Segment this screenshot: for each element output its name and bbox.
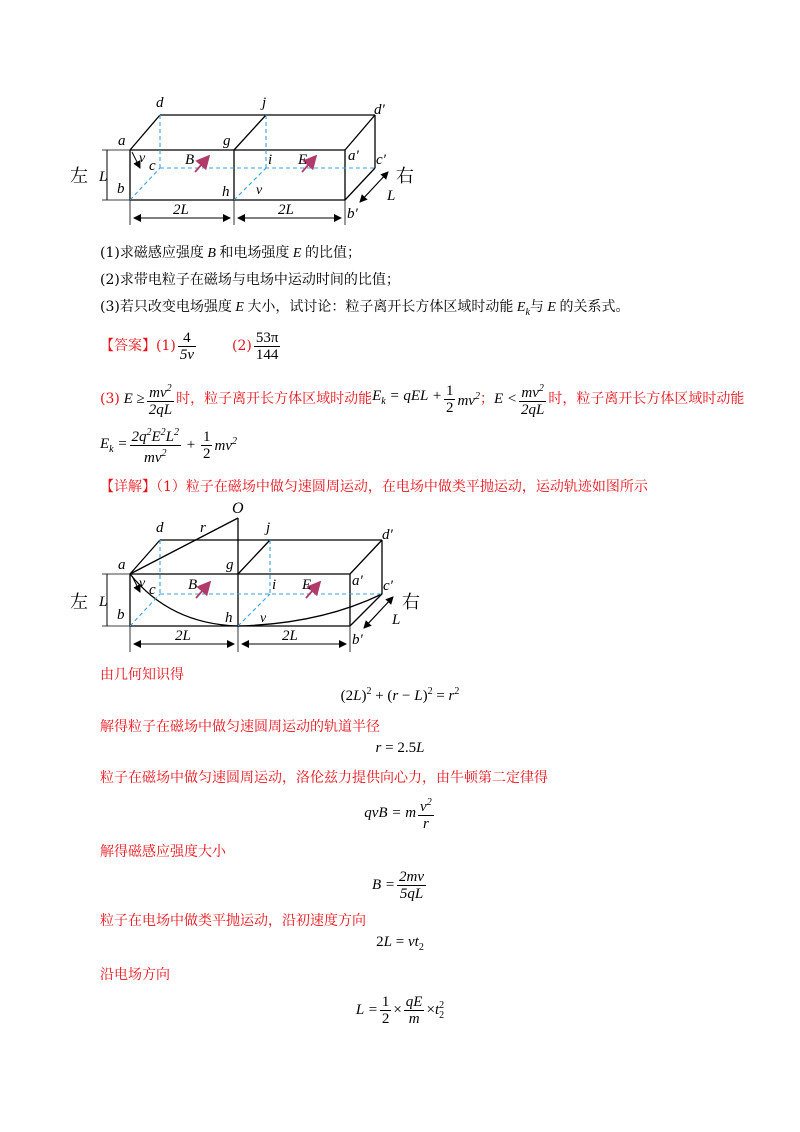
- fig1-label: c′: [376, 152, 386, 168]
- answer-line-1: 【答案】 (1) $\frac{4}{5v}$ (2) $\frac{53\pi}{144}$: [100, 329, 279, 363]
- question-1: (1)求磁感应强度 B 和电场强度 E 的比值；: [100, 245, 361, 261]
- detail-step-2: 解得粒子在磁场中做匀速圆周运动的轨道半径: [100, 719, 380, 735]
- fig2-label: a′: [352, 573, 363, 589]
- fig1-label: L: [387, 188, 396, 204]
- fig1-label: v: [139, 151, 146, 166]
- fig1-label: b′: [347, 206, 358, 222]
- detail-step-6: 沿电场方向: [100, 967, 170, 983]
- fig2-label: j: [266, 520, 271, 536]
- equation-l: L = $\frac{1}{2}$ × $\frac{qE}{m}$ $\times t_2^2$: [355, 993, 445, 1027]
- fig1-label: j: [262, 95, 267, 111]
- fig1-label: b: [117, 181, 125, 197]
- fig1-label: 2L: [173, 202, 189, 218]
- fig1-label: a: [118, 133, 126, 149]
- fig1-label: h: [222, 184, 230, 200]
- detail-step-4: 解得磁感应强度大小: [100, 844, 226, 860]
- equation-b: B = $\frac{2mv}{5qL}$: [371, 868, 425, 902]
- fig2-label: 2L: [282, 628, 298, 644]
- fig1-label: d: [156, 95, 164, 111]
- fig2-label: i: [272, 577, 277, 593]
- equation-lorentz: qvB = m $\frac{v^2}{r}$: [364, 796, 432, 832]
- detail-step-1: 由几何知识得: [100, 667, 184, 683]
- equation-radius: r = 2.5L: [375, 740, 425, 756]
- fig2-label: E: [302, 577, 312, 593]
- fig2-label: B: [188, 577, 198, 593]
- equation-geometry: $(2L)^2 + (r - L)^2 = r^2$: [340, 686, 460, 704]
- fig2-label: b: [117, 607, 125, 623]
- fig2-label: d′: [382, 527, 393, 543]
- fig2-label: d: [156, 520, 164, 536]
- detail-step-5: 粒子在电场中做类平抛运动，沿初速度方向: [100, 913, 366, 929]
- fig2-label: 2L: [175, 628, 191, 644]
- fig2-label: L: [392, 612, 401, 628]
- fig2-label: v: [139, 576, 146, 591]
- question-2: (2)求带电粒子在磁场与电场中运动时间的比值；: [100, 272, 400, 288]
- fig1-label: c: [149, 158, 156, 174]
- fig1-label: E: [298, 152, 308, 168]
- fig2-label: r: [200, 520, 206, 536]
- fig1-label: g: [223, 133, 231, 149]
- fig2-label: h: [225, 610, 233, 626]
- fig1-label: a′: [348, 148, 359, 164]
- answer-line-3: (3) E ≥ $\frac{mv^2}{2qL}$ 时，粒子离开长方体区域时动能 $E_k$ = qEL + $\frac{1}{2}$ $mv^2$ ； E < $\frac{mv^2}{2qL}$ 时，粒子离开长方体区域时动能: [100, 382, 745, 418]
- fig2-label: c: [149, 582, 156, 598]
- fig2-label: L: [99, 594, 108, 610]
- answer-ek-formula: $E_k$ = $\frac{2q^2E^2L^2}{mv^2}$ + $\frac{1}{2}$ $mv^2$: [100, 426, 237, 466]
- fig1-left: 左: [70, 166, 88, 186]
- figure-1: [60, 90, 440, 235]
- fig2-label: a: [118, 557, 126, 573]
- fig2-right: 右: [402, 592, 420, 612]
- fig1-label: L: [99, 169, 108, 185]
- detail-intro: 【详解】（1）粒子在磁场中做匀速圆周运动，在电场中做类平抛运动，运动轨迹如图所示: [100, 479, 648, 495]
- fig1-label: B: [185, 152, 195, 168]
- fig1-label: d′: [374, 102, 385, 118]
- fig1-label: 2L: [278, 202, 294, 218]
- fig2-left: 左: [70, 592, 88, 612]
- fig2-label: v: [260, 611, 267, 626]
- fig1-right: 右: [396, 166, 414, 186]
- fig1-label: v: [256, 183, 263, 198]
- question-3: (3)若只改变电场强度 E 大小，试讨论：粒子离开长方体区域时动能 $E_k$与 E 的关系式。: [100, 299, 630, 318]
- detail-step-3: 粒子在磁场中做匀速圆周运动，洛伦兹力提供向心力，由牛顿第二定律得: [100, 770, 548, 786]
- fig1-label: i: [268, 152, 273, 168]
- fig2-label: b′: [352, 632, 363, 648]
- fig2-label: g: [226, 557, 234, 573]
- equation-t2: $2L = vt_2$: [376, 934, 424, 953]
- fig2-label: O: [232, 500, 244, 517]
- figure-2: [60, 498, 440, 658]
- fig2-label: c′: [383, 578, 393, 594]
